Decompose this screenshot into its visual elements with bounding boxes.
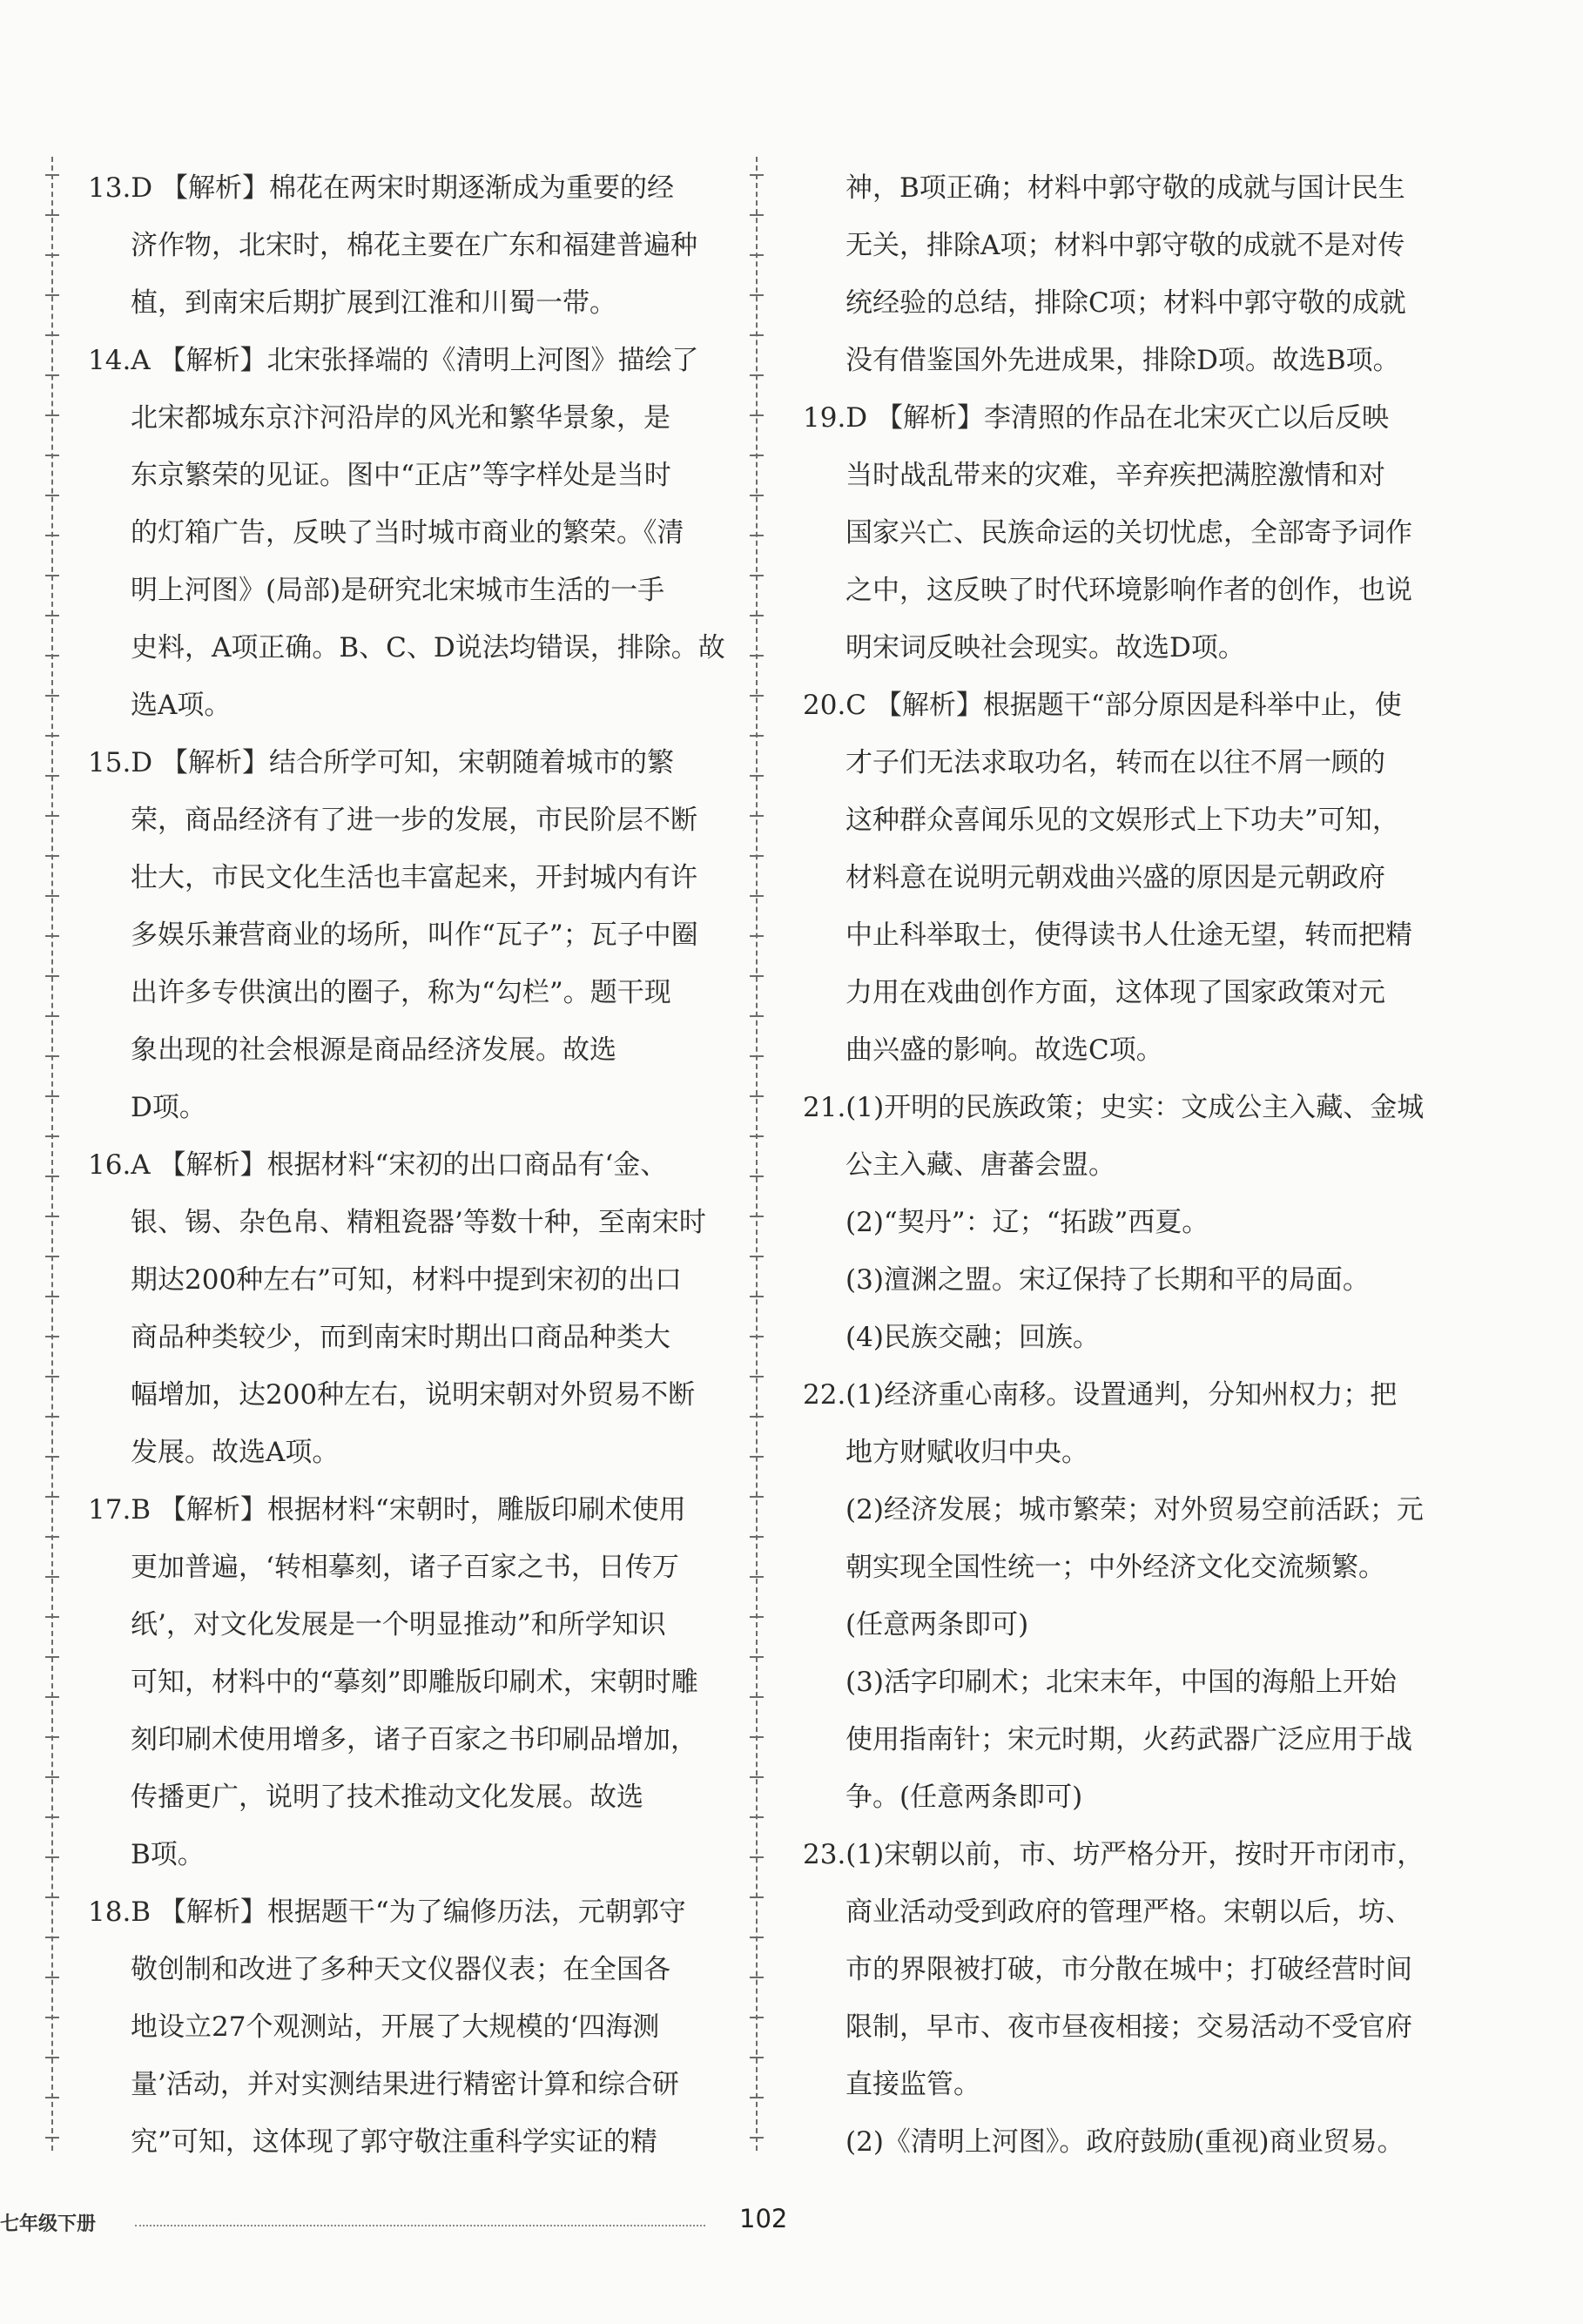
cutline-tick [45,1175,59,1177]
cutline-tick [750,1656,764,1658]
cutline-tick [750,735,764,737]
answer-16 [88,1136,717,1481]
left-binding-cutline [51,157,53,2151]
answer-22 [803,1366,1443,1826]
text-line: 没有借鉴国外先进成果，排除D项。故选B项。 [845,345,1400,376]
cutline-tick [45,1015,59,1017]
text-line: 14.A 【解析】北宋张择端的《清明上河图》描绘了 [88,345,699,376]
cutline-tick [45,1055,59,1057]
text-line: 神，B项正确；材料中郭守敬的成就与国计民生 [845,172,1405,204]
text-line: 出许多专供演出的圈子，称为“勾栏”。题干现 [131,977,671,1008]
cutline-tick [45,815,59,817]
cutline-tick [45,1816,59,1818]
text-line: 济作物，北宋时，棉花主要在广东和福建普遍种 [131,230,697,261]
text-line: 北宋都城东京汴河沿岸的风光和繁华景象，是 [131,402,670,434]
text-line: 传播更广，说明了技术推动文化发展。故选 [131,1782,643,1813]
text-line: 15.D 【解析】结合所学可知，宋朝随着城市的繁 [88,747,675,778]
text-line: 13.D 【解析】棉花在两宋时期逐渐成为重要的经 [88,172,675,204]
text-line: 力用在戏曲创作方面，这体现了国家政策对元 [845,977,1385,1008]
answer-18 [88,1883,717,2171]
text-line: 18.B 【解析】根据题干“为了编修历法，元朝郭守 [88,1896,686,1928]
cutline-tick [45,735,59,737]
cutline-tick [750,975,764,977]
cutline-tick [45,1937,59,1938]
answer-21 [803,1079,1443,1366]
cutline-tick [750,374,764,376]
cutline-tick [45,575,59,576]
text-line: (2)“契丹”：辽；“拓跋”西夏。 [845,1207,1209,1238]
text-line: 更加普遍，‘转相摹刻，诸子百家之书，日传万 [131,1552,679,1583]
cutline-tick [750,1095,764,1097]
cutline-tick [45,1296,59,1297]
text-line: 选A项。 [131,690,232,721]
footer-dotted-rule [135,2225,705,2226]
cutline-tick [750,1536,764,1538]
cutline-tick [45,254,59,256]
text-line: 可知，材料中的“摹刻”即雕版印刷术，宋朝时雕 [131,1667,698,1698]
cutline-tick [45,214,59,216]
text-line: 壮大，市民文化生活也丰富起来，开封城内有许 [131,862,697,893]
text-line: 材料意在说明元朝戏曲兴盛的原因是元朝政府 [845,862,1385,893]
text-line: (3)澶渊之盟。宋辽保持了长期和平的局面。 [845,1264,1370,1296]
cutline-tick [750,935,764,937]
cutline-tick [45,1616,59,1618]
cutline-tick [750,895,764,897]
cutline-tick [750,1816,764,1818]
cutline-tick [750,855,764,857]
center-column-cutline [756,157,758,2151]
answer-20 [803,677,1443,1079]
text-line: 多娱乐兼营商业的场所，叫作“瓦子”；瓦子中圈 [131,919,698,951]
text-line: B项。 [131,1839,205,1870]
text-line: 期达200种左右”可知，材料中提到宋初的出口 [131,1264,683,1296]
cutline-tick [750,414,764,416]
cutline-tick [750,1216,764,1217]
text-line: 纸’，对文化发展是一个明显推动”和所学知识 [131,1609,666,1640]
text-line: 曲兴盛的影响。故选C项。 [845,1034,1163,1066]
answer-13 [88,159,717,332]
cutline-tick [750,1296,764,1297]
cutline-tick [45,1496,59,1498]
cutline-tick [750,455,764,456]
cutline-tick [750,1336,764,1337]
text-line: (2)经济发展；城市繁荣；对外贸易空前活跃；元 [845,1494,1424,1526]
text-line: 国家兴亡、民族命运的关切忧虑，全部寄予词作 [845,517,1412,549]
text-line: 这种群众喜闻乐见的文娱形式上下功夫”可知， [845,805,1399,836]
text-line: 16.A 【解析】根据材料“宋初的出口商品有‘金、 [88,1149,668,1181]
cutline-tick [45,1856,59,1858]
answer-15 [88,734,717,1136]
text-line: 23.(1)宋朝以前，市、坊严格分开，按时开市闭市， [803,1839,1425,1870]
cutline-tick [750,1896,764,1898]
cutline-tick [45,1696,59,1698]
cutline-tick [45,334,59,336]
cutline-tick [750,2097,764,2098]
text-line: 市的界限被打破，市分散在城中；打破经营时间 [845,1954,1412,1985]
cutline-tick [45,1656,59,1658]
text-line: 东京繁荣的见证。图中“正店”等字样处是当时 [131,460,671,491]
text-line: 刻印刷术使用增多，诸子百家之书印刷品增加， [131,1724,697,1755]
cutline-tick [750,254,764,256]
cutline-tick [750,174,764,176]
text-line: 争。(任意两条即可) [845,1782,1083,1813]
text-line: 21.(1)开明的民族政策；史实：文成公主入藏、金城 [803,1092,1425,1123]
cutline-tick [45,294,59,296]
text-line: 公主入藏、唐蕃会盟。 [845,1149,1115,1181]
cutline-tick [45,1736,59,1738]
text-line: (任意两条即可) [845,1609,1029,1640]
text-line: 明宋词反映社会现实。故选D项。 [845,632,1245,664]
cutline-tick [45,2097,59,2098]
cutline-tick [750,1256,764,1257]
text-line: 使用指南针；宋元时期，火药武器广泛应用于战 [845,1724,1412,1755]
answer-17 [88,1481,717,1883]
text-line: 当时战乱带来的灾难，辛弃疾把满腔激情和对 [845,460,1385,491]
cutline-tick [750,214,764,216]
cutline-tick [750,815,764,817]
cutline-tick [45,975,59,977]
text-line: 统经验的总结，排除C项；材料中郭守敬的成就 [845,287,1406,319]
cutline-tick [45,2057,59,2058]
cutline-tick [750,1977,764,1978]
cutline-tick [750,2017,764,2018]
answer-18-continued [803,159,1443,389]
cutline-tick [45,535,59,536]
cutline-tick [45,374,59,376]
cutline-tick [750,1456,764,1458]
text-line: 朝实现全国性统一；中外经济文化交流频繁。 [845,1552,1385,1583]
cutline-tick [750,1055,764,1057]
text-line: 植，到南宋后期扩展到江淮和川蜀一带。 [131,287,616,319]
text-line: 商品种类较少，而到南宋时期出口商品种类大 [131,1322,670,1353]
cutline-tick [45,1095,59,1097]
cutline-tick [750,1856,764,1858]
cutline-tick [750,1616,764,1618]
grade-label: 七年级下册 [0,2213,97,2235]
cutline-tick [750,2057,764,2058]
cutline-tick [45,455,59,456]
text-line: 银、锡、杂色帛、精粗瓷器’等数十种，至南宋时 [131,1207,706,1238]
text-line: 史料，A项正确。B、C、D说法均错误，排除。故 [131,632,725,664]
cutline-tick [45,1977,59,1978]
cutline-tick [750,615,764,616]
text-line: 直接监管。 [845,2069,980,2100]
text-line: D项。 [131,1092,206,1123]
cutline-tick [45,174,59,176]
text-line: 限制，早市、夜市昼夜相接；交易活动不受官府 [845,2011,1412,2043]
cutline-tick [45,2137,59,2139]
cutline-tick [45,1376,59,1378]
cutline-tick [45,1336,59,1337]
text-line: 明上河图》(局部)是研究北宋城市生活的一手 [131,575,665,606]
cutline-tick [45,895,59,897]
text-line: 地方财赋收归中央。 [845,1437,1088,1468]
cutline-tick [750,2137,764,2139]
cutline-tick [750,1135,764,1137]
text-line: 中止科举取士，使得读书人仕途无望，转而把精 [845,919,1412,951]
text-line: 象出现的社会根源是商品经济发展。故选 [131,1034,616,1066]
cutline-tick [45,615,59,616]
answer-14 [88,332,725,734]
cutline-tick [750,1416,764,1418]
cutline-tick [45,1536,59,1538]
text-line: 商业活动受到政府的管理严格。宋朝以后，坊、 [845,1896,1412,1928]
text-line: 19.D 【解析】李清照的作品在北宋灭亡以后反映 [803,402,1390,434]
cutline-tick [750,1696,764,1698]
cutline-tick [750,695,764,697]
cutline-tick [750,1776,764,1778]
cutline-tick [750,1576,764,1578]
text-line: 发展。故选A项。 [131,1437,340,1468]
text-line: 地设立27个观测站，开展了大规模的‘四海测 [131,2011,660,2043]
text-line: 敬创制和改进了多种天文仪器仪表；在全国各 [131,1954,670,1985]
cutline-tick [750,655,764,657]
cutline-tick [45,1456,59,1458]
cutline-tick [45,655,59,657]
cutline-tick [750,1736,764,1738]
cutline-tick [45,1216,59,1217]
answer-23 [803,1826,1443,2171]
cutline-tick [45,695,59,697]
cutline-tick [45,1135,59,1137]
text-line: 的灯箱广告，反映了当时城市商业的繁荣。《清 [131,517,684,549]
cutline-tick [750,1015,764,1017]
cutline-tick [45,1776,59,1778]
cutline-tick [750,495,764,496]
text-line: (3)活字印刷术；北宋末年，中国的海船上开始 [845,1667,1397,1698]
cutline-tick [45,1416,59,1418]
cutline-tick [45,855,59,857]
cutline-tick [45,2017,59,2018]
answer-19 [803,389,1443,677]
cutline-tick [750,575,764,576]
cutline-tick [750,535,764,536]
text-line: 22.(1)经济重心南移。设置通判，分知州权力；把 [803,1379,1398,1411]
text-line: 17.B 【解析】根据材料“宋朝时，雕版印刷术使用 [88,1494,686,1526]
text-line: 究”可知，这体现了郭守敬注重科学实证的精 [131,2126,657,2158]
cutline-tick [750,1376,764,1378]
text-line: 之中，这反映了时代环境影响作者的创作，也说 [845,575,1412,606]
cutline-tick [45,414,59,416]
text-line: 才子们无法求取功名，转而在以往不屑一顾的 [845,747,1385,778]
text-line: (2)《清明上河图》。政府鼓励(重视)商业贸易。 [845,2126,1404,2158]
cutline-tick [750,775,764,777]
cutline-tick [750,1937,764,1938]
right-column [803,159,1443,2171]
cutline-tick [45,1896,59,1898]
page-number: 102 [739,2204,788,2233]
cutline-tick [750,334,764,336]
cutline-tick [45,775,59,777]
left-column [88,159,725,2171]
cutline-tick [750,1496,764,1498]
text-line: 幅增加，达200种左右，说明宋朝对外贸易不断 [131,1379,696,1411]
text-line: 量’活动，并对实测结果进行精密计算和综合研 [131,2069,679,2100]
cutline-tick [45,1256,59,1257]
cutline-tick [750,294,764,296]
cutline-tick [750,1175,764,1177]
page-footer [0,2204,1583,2247]
cutline-tick [45,935,59,937]
text-line: 荣，商品经济有了进一步的发展，市民阶层不断 [131,805,697,836]
cutline-tick [45,495,59,496]
text-line: (4)民族交融；回族。 [845,1322,1100,1353]
text-line: 20.C 【解析】根据题干“部分原因是科举中止，使 [803,690,1402,721]
text-line: 无关，排除A项；材料中郭守敬的成就不是对传 [845,230,1405,261]
cutline-tick [45,1576,59,1578]
